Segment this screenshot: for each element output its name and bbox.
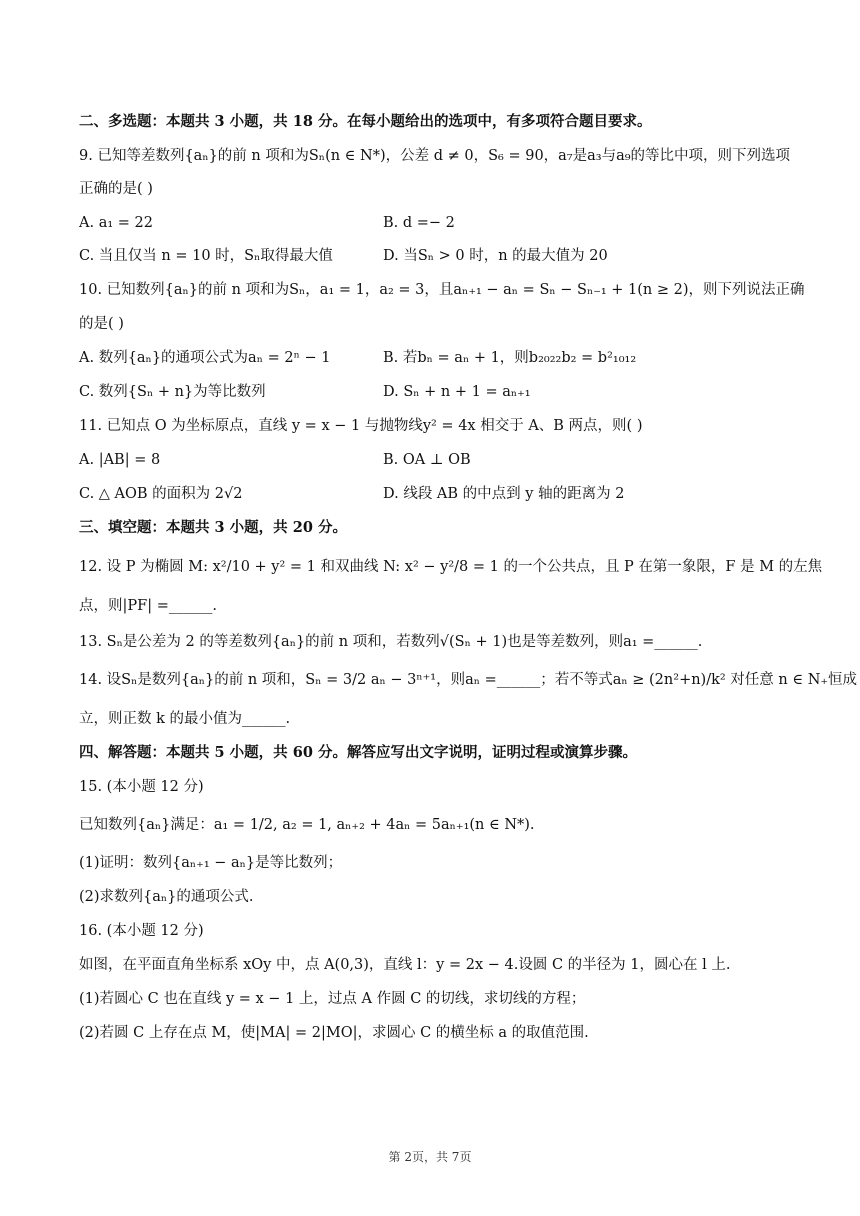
section4-title: 四、解答题：本题共 5 小题，共 60 分。解答应写出文字说明，证明过程或演算步骤。: [79, 744, 637, 761]
q13: 13. Sₙ是公差为 2 的等差数列{aₙ}的前 n 项和，若数列√(Sₙ + 1)也是等差数列，则a₁ =______.: [79, 634, 703, 650]
q11-stem: 11. 已知点 O 为坐标原点，直线 y = x − 1 与抛物线y² = 4x 相交于 A、B 两点，则( ): [79, 418, 643, 434]
q12-line1: 12. 设 P 为椭圆 M: x²/10 + y² = 1 和双曲线 N: x² − y²/8 = 1 的一个公共点，且 P 在第一象限，F 是 M 的左焦: [79, 559, 823, 575]
q10-option-row2: [79, 382, 800, 402]
q10-stem-line1: 10. 已知数列{aₙ}的前 n 项和为Sₙ，a₁ = 1，a₂ = 3，且aₙ₊₁ − aₙ = Sₙ − Sₙ₋₁ + 1(n ≥ 2)，则下列说法正确: [79, 282, 805, 298]
q14-line2: 立，则正数 k 的最小值为______.: [79, 711, 291, 727]
q11-option-a: A. |AB| = 8: [79, 452, 161, 468]
q9-option-a: A. a₁ = 22: [79, 215, 153, 231]
section3-title: 三、填空题：本题共 3 小题，共 20 分。: [79, 519, 347, 536]
q9-option-b: B. d =− 2: [383, 215, 455, 231]
q11-option-row2: [79, 484, 800, 504]
page-footer: 第 2页，共 7页: [388, 1150, 472, 1164]
q11-option-d: D. 线段 AB 的中点到 y 轴的距离为 2: [383, 486, 625, 502]
q11-option-row1: [79, 450, 800, 470]
q9-option-row1: [79, 213, 800, 233]
q14-line1: 14. 设Sₙ是数列{aₙ}的前 n 项和，Sₙ = 3/2 aₙ − 3ⁿ⁺¹，则aₙ =______；若不等式aₙ ≥ (2n²+n)/k² 对任意 n ∈ N₊恒成: [79, 672, 858, 688]
q9-option-row2: [79, 246, 800, 266]
q16-part2: (2)若圆 C 上存在点 M，使|MA| = 2|MO|，求圆心 C 的横坐标 a 的取值范围.: [79, 1025, 589, 1041]
q15-part2: (2)求数列{aₙ}的通项公式.: [79, 889, 254, 905]
q9-option-d: D. 当Sₙ > 0 时，n 的最大值为 20: [383, 248, 608, 264]
q10-option-b: B. 若bₙ = aₙ + 1，则b₂₀₂₂b₂ = b²₁₀₁₂: [383, 350, 637, 366]
q16-part1: (1)若圆心 C 也在直线 y = x − 1 上，过点 A 作圆 C 的切线，求切线的方程；: [79, 991, 586, 1007]
q10-option-c: C. 数列{Sₙ + n}为等比数列: [79, 384, 266, 400]
q15-part1: (1)证明：数列{aₙ₊₁ − aₙ}是等比数列；: [79, 855, 343, 871]
q12-line2: 点，则|PF| =______.: [79, 598, 217, 614]
section2-title: 二、多选题：本题共 3 小题，共 18 分。在每小题给出的选项中，有多项符合题目要求。: [79, 113, 652, 130]
q10-option-a: A. 数列{aₙ}的通项公式为aₙ = 2ⁿ − 1: [79, 350, 331, 366]
q16-header: 16. (本小题 12 分): [79, 923, 204, 939]
q15-header: 15. (本小题 12 分): [79, 779, 204, 795]
q9-stem-line2: 正确的是( ): [79, 181, 153, 197]
q11-option-b: B. OA ⊥ OB: [383, 452, 471, 468]
q11-option-c: C. △ AOB 的面积为 2√2: [79, 486, 243, 502]
q10-option-d: D. Sₙ + n + 1 = aₙ₊₁: [383, 384, 531, 400]
q16-stem: 如图，在平面直角坐标系 xOy 中，点 A(0,3)，直线 l：y = 2x − 4.设圆 C 的半径为 1，圆心在 l 上.: [79, 957, 731, 973]
q9-stem-line1: 9. 已知等差数列{aₙ}的前 n 项和为Sₙ(n ∈ N*)，公差 d ≠ 0，S₆ = 90，a₇是a₃与a₉的等比中项，则下列选项: [79, 148, 791, 164]
q9-option-c: C. 当且仅当 n = 10 时，Sₙ取得最大值: [79, 248, 333, 264]
q10-stem-line2: 的是( ): [79, 316, 124, 332]
q15-stem: 已知数列{aₙ}满足：a₁ = 1/2, a₂ = 1, aₙ₊₂ + 4aₙ = 5aₙ₊₁(n ∈ N*).: [79, 817, 535, 833]
q10-option-row1: [79, 348, 800, 368]
